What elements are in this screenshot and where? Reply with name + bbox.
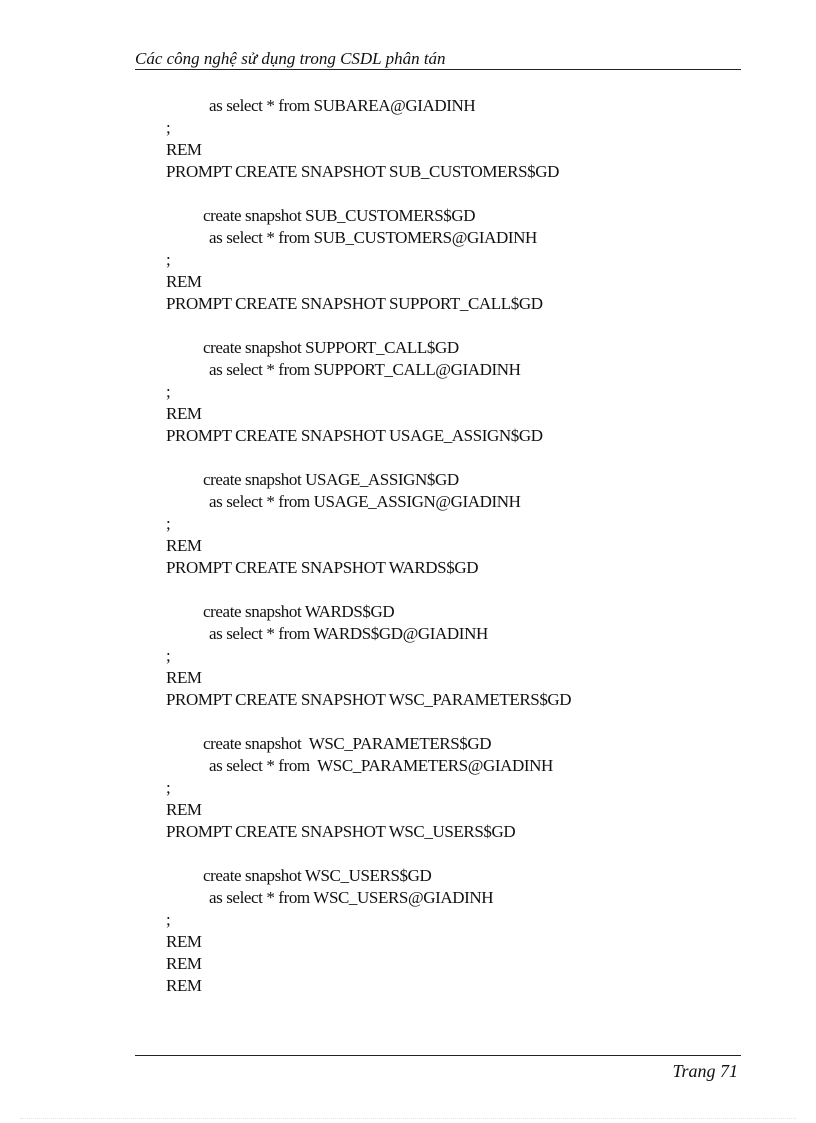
code-line: PROMPT CREATE SNAPSHOT SUB_CUSTOMERS$GD [166,162,559,181]
code-line: REM [166,536,202,555]
code-line: ; [166,382,171,401]
blank-line [166,579,726,601]
code-line: ; [166,778,171,797]
code-line: as select * from WARDS$GD@GIADINH [209,624,488,643]
code-line: create snapshot SUB_CUSTOMERS$GD [203,206,476,225]
page-number: Trang 71 [672,1061,738,1081]
blank-line [166,711,726,733]
code-line: ; [166,250,171,269]
blank-line [166,315,726,337]
code-line: as select * from USAGE_ASSIGN@GIADINH [209,492,521,511]
code-line: create snapshot WSC_PARAMETERS$GD [203,734,492,753]
code-line: as select * from WSC_PARAMETERS@GIADINH [209,756,553,775]
code-listing [166,95,726,997]
code-line: PROMPT CREATE SNAPSHOT WARDS$GD [166,558,479,577]
code-line: REM [166,800,202,819]
code-line: PROMPT CREATE SNAPSHOT SUPPORT_CALL$GD [166,294,543,313]
code-line: create snapshot SUPPORT_CALL$GD [203,338,459,357]
code-line: REM [166,272,202,291]
code-line: PROMPT CREATE SNAPSHOT WSC_USERS$GD [166,822,516,841]
code-line: as select * from SUBAREA@GIADINH [209,96,476,115]
page-edge-dots [20,1118,796,1119]
code-line: ; [166,514,171,533]
footer-divider [135,1055,741,1056]
code-line: REM [166,954,202,973]
page-header: Các công nghệ sử dụng trong CSDL phân tán [135,49,741,70]
code-line: as select * from SUB_CUSTOMERS@GIADINH [209,228,537,247]
code-line: create snapshot USAGE_ASSIGN$GD [203,470,459,489]
code-line: PROMPT CREATE SNAPSHOT USAGE_ASSIGN$GD [166,426,543,445]
blank-line [166,843,726,865]
code-line: PROMPT CREATE SNAPSHOT WSC_PARAMETERS$GD [166,690,572,709]
code-line: REM [166,140,202,159]
blank-line [166,447,726,469]
code-line: REM [166,668,202,687]
code-line: ; [166,910,171,929]
code-line: REM [166,404,202,423]
code-line: ; [166,118,171,137]
code-line: as select * from SUPPORT_CALL@GIADINH [209,360,521,379]
code-line: create snapshot WARDS$GD [203,602,395,621]
code-line: as select * from WSC_USERS@GIADINH [209,888,494,907]
code-line: REM [166,932,202,951]
blank-line [166,183,726,205]
code-line: create snapshot WSC_USERS$GD [203,866,432,885]
code-line: REM [166,976,202,995]
code-line: ; [166,646,171,665]
